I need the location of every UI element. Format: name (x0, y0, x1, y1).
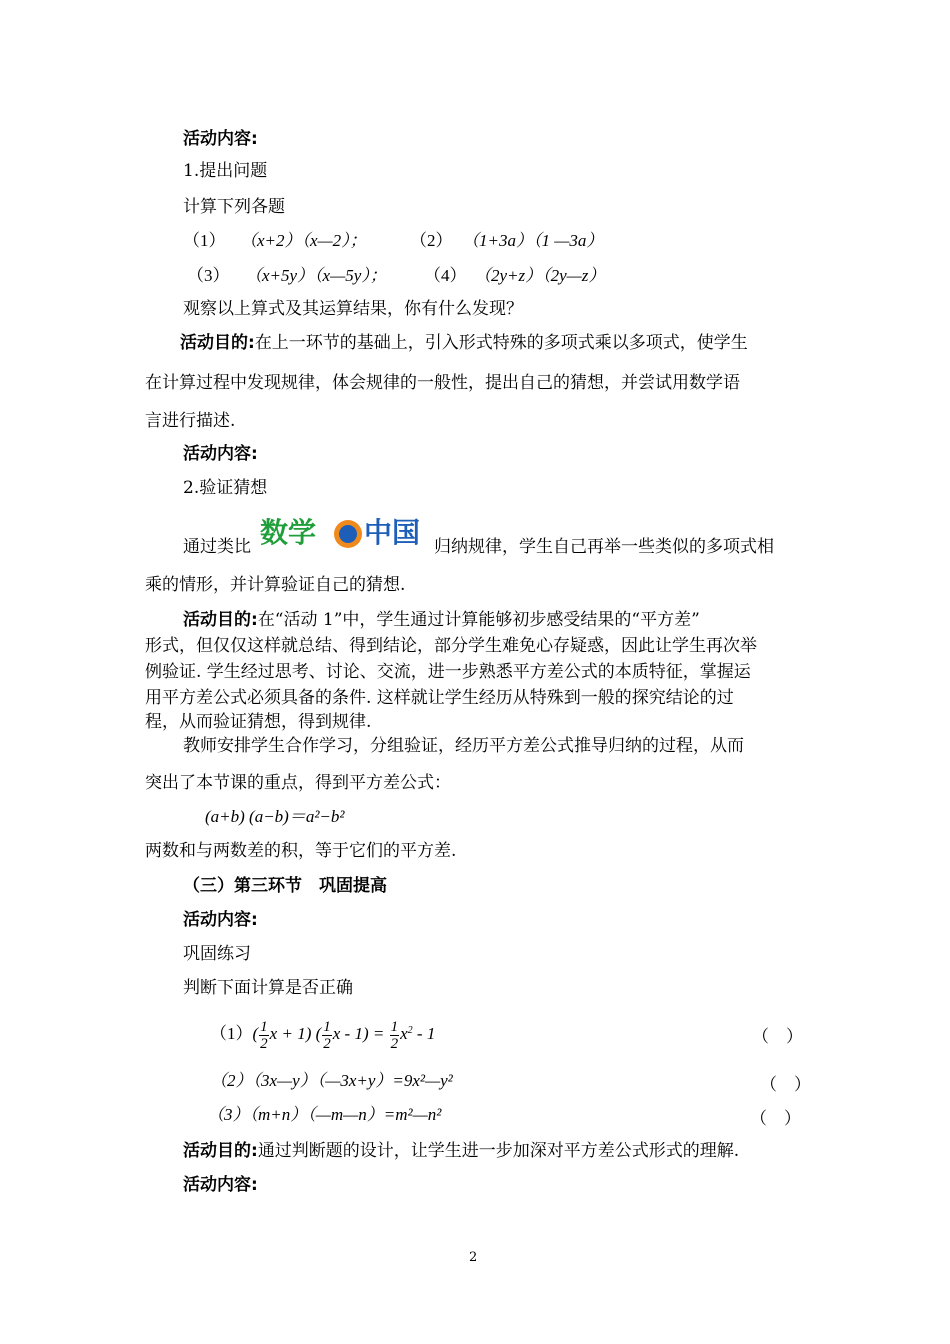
subheading-verify-guess: 2.验证猜想 (183, 478, 268, 498)
purpose-paragraph-2-line-4: 用平方差公式必须具备的条件. 这样就让学生经历从特殊到一般的探究结论的过 (145, 688, 734, 708)
teacher-paragraph-line-1: 教师安排学生合作学习，分组验证，经历平方差公式推导归纳的过程，从而 (183, 736, 744, 756)
purpose-paragraph-1-line-2: 在计算过程中发现规律，体会规律的一般性，提出自己的猜想，并尝试用数学语 (145, 373, 740, 393)
problem-3-number: （3） (187, 266, 230, 285)
activity-content-heading: 活动内容: (183, 1175, 258, 1195)
purpose-paragraph-3 (183, 1140, 739, 1162)
instruction-text: 计算下列各题 (183, 197, 285, 217)
activity-content-heading: 活动内容: (183, 910, 258, 930)
judge-item-3: （3）（m+n）（—m—n）=m²—n² (207, 1105, 442, 1124)
page-number: 2 (469, 1250, 478, 1265)
purpose-paragraph-2-line-1 (183, 609, 700, 631)
observation-question: 观察以上算式及其运算结果，你有什么发现？ (183, 299, 523, 319)
judge-item-1-number: （1） (210, 1024, 253, 1043)
problem-2-expr: （1+3a）（1 —3a） (462, 231, 604, 250)
judge-item-1-answer-box[interactable]: （ ） (752, 1027, 803, 1047)
formula-statement: 两数和与两数差的积，等于它们的平方差. (145, 841, 457, 861)
problem-1-expr: （x+2）（x—2）； (240, 231, 367, 250)
problem-3-expr: （x+5y）（x—5y）； (245, 266, 387, 285)
judge-item-1-expr: ( $\frac{1}{2}$ x + 1) ( $\frac{1}{2}$ x - 1) = $\frac{1}{2}$ $x^2 - 1$ (252, 1018, 436, 1052)
math-china-logo (258, 512, 434, 552)
purpose-text: 在“活动 1”中，学生通过计算能够初步感受结果的“平方差” (257, 610, 700, 630)
analogy-text-line-2: 乘的情形，并计算验证自己的猜想. (145, 575, 406, 595)
problem-1-number: （1） (183, 231, 226, 250)
purpose-paragraph-1-line-1 (180, 332, 748, 354)
section-three-heading: （三）第三环节 巩固提高 (183, 876, 387, 896)
purpose-label: 活动目的: (183, 1141, 258, 1161)
teacher-paragraph-line-2: 突出了本节课的重点，得到平方差公式： (145, 773, 451, 793)
analogy-text-start: 通过类比 (183, 537, 251, 557)
purpose-paragraph-2-line-3: 例验证. 学生经过思考、讨论、交流，进一步熟悉平方差公式的本质特征，掌握运 (145, 662, 751, 682)
activity-content-heading: 活动内容: (183, 129, 258, 149)
purpose-paragraph-1-line-3: 言进行描述. (145, 411, 236, 431)
consolidation-practice-heading: 巩固练习 (183, 944, 251, 964)
subheading-propose-question: 1.提出问题 (183, 161, 268, 181)
difference-of-squares-formula: (a+b) (a−b)＝a²−b² (205, 807, 345, 826)
purpose-label: 活动目的: (183, 610, 258, 630)
judge-item-2: （2）（3x—y）（—3x+y）=9x²—y² (210, 1071, 453, 1090)
judge-item-3-answer-box[interactable]: （ ） (750, 1109, 801, 1129)
logo-text-china: 中国 (364, 516, 421, 549)
logo-text-math: 数学 (260, 516, 317, 549)
problem-2-number: （2） (410, 231, 453, 250)
globe-icon (334, 520, 362, 548)
problem-4-expr: （2y+z）（2y—z） (474, 266, 606, 285)
judge-item-1 (210, 1018, 435, 1058)
judge-instruction: 判断下面计算是否正确 (183, 978, 353, 998)
purpose-text: 通过判断题的设计，让学生进一步加深对平方差公式形式的理解. (257, 1141, 740, 1161)
problem-4-number: （4） (424, 266, 467, 285)
purpose-paragraph-2-line-2: 形式，但仅仅这样就总结、得到结论，部分学生难免心存疑惑，因此让学生再次举 (145, 636, 757, 656)
judge-item-2-answer-box[interactable]: （ ） (760, 1075, 811, 1095)
purpose-label: 活动目的: (180, 333, 255, 353)
activity-content-heading: 活动内容: (183, 444, 258, 464)
analogy-text-end: 归纳规律，学生自己再举一些类似的多项式相 (434, 537, 774, 557)
purpose-text: 在上一环节的基础上，引入形式特殊的多项式乘以多项式，使学生 (254, 333, 748, 353)
purpose-paragraph-2-line-5: 程，从而验证猜想，得到规律. (145, 712, 372, 732)
